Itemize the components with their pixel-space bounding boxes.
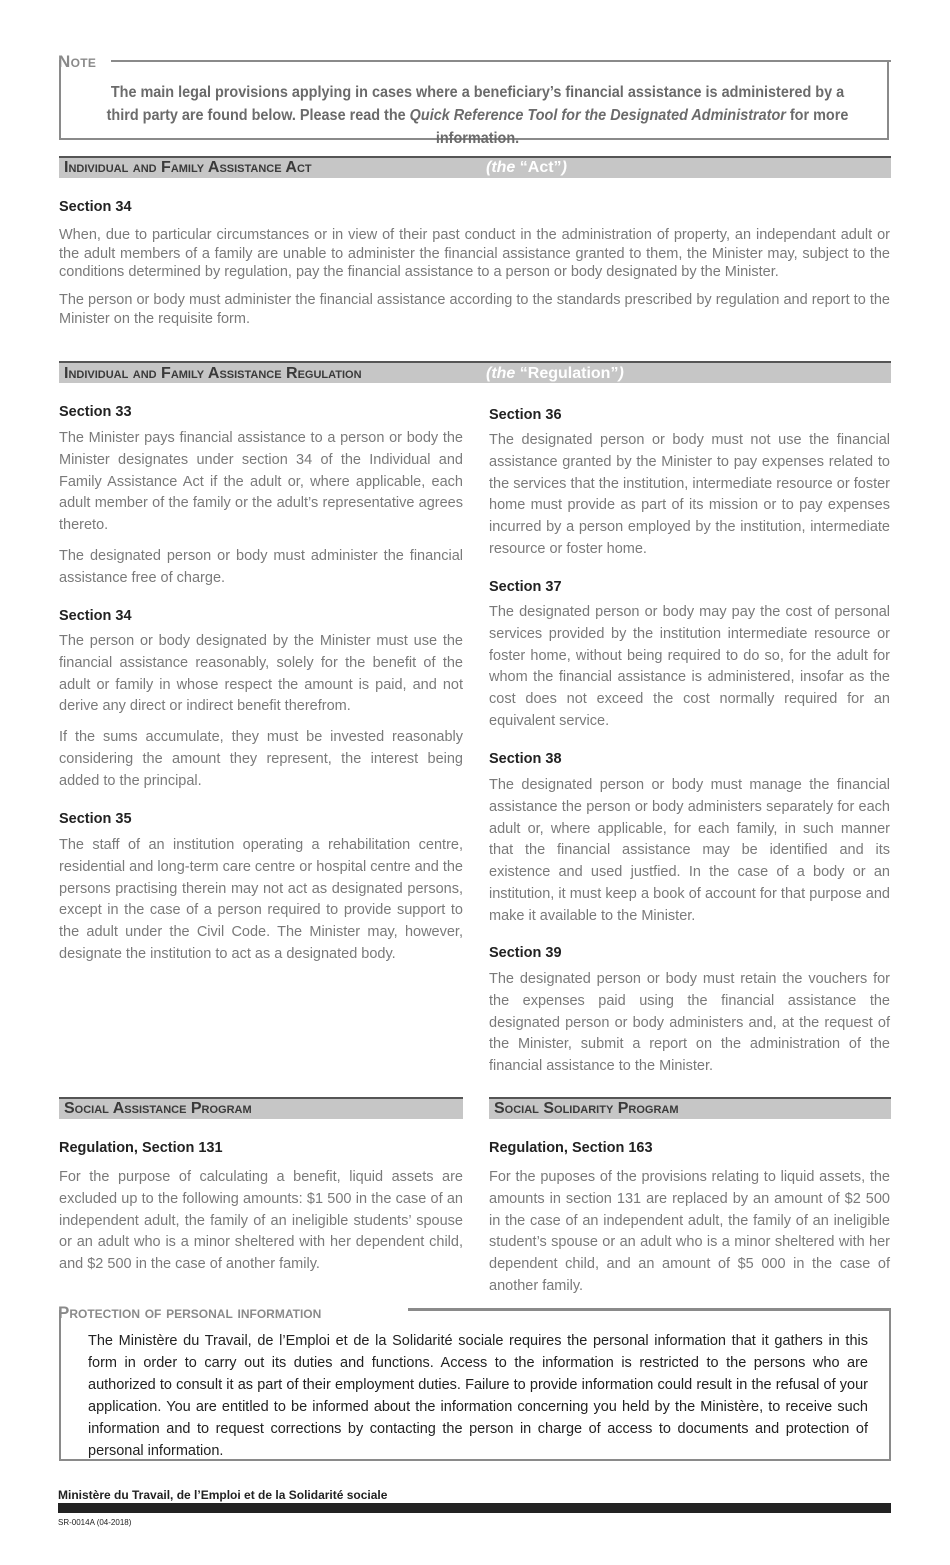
reg-section-38-paragraph-1: The designated person or body must manage the financial assistance the person or body administers separately for each adult or, where applicable, for each family, in such manner that the financial assistance may be identified and its existence and used justfied. In the case of a body or an institution, it must keep a book of account for that purpose and make it available to the Minister. <box>489 777 890 924</box>
reg-section-33-heading: Section 33 <box>59 404 132 420</box>
reg-section-39-paragraph-1: The designated person or body must retain the vouchers for the expenses paid using the financial assistance the designated person or body administers and, at the request of the Minister, submit a report on the administration of the financial assistance to the Minister. <box>489 971 890 1075</box>
footer-bar <box>58 1503 891 1513</box>
note-text <box>99 81 857 150</box>
footer-ministry: Ministère du Travail, de l’Emploi et de la Solidarité sociale <box>58 1488 388 1502</box>
act-section-34-heading: Section 34 <box>59 199 132 215</box>
act-section-34-paragraph-1: When, due to particular circumstances or in view of their past conduct in the administration of property, an independant adult or the adult members of a family are unable to administer the financial assistance granted to them, the Minister may, subject to the conditions determined by regulation, pay the financial assistance to a person or body designated by the Minister. <box>59 227 890 280</box>
social-assistance-text: For the purpose of calculating a benefit, liquid assets are excluded up to the following amounts: $1 500 in the case of an independent adult, the family of an ineligible students’ spouse or an adult who is a minor sheltered with her dependent child, and $2 500 in the case of another family. <box>59 1169 463 1273</box>
reg-section-33-paragraph-1: The Minister pays financial assistance to a person or body the Minister designates under section 34 of the Individual and Family Assistance Act if the adult or, where applicable, each adult member of the family or the adult’s representative agrees thereto. <box>59 430 463 534</box>
reg-section-34-heading: Section 34 <box>59 608 132 624</box>
social-assistance-heading: Regulation, Section 131 <box>59 1140 223 1156</box>
social-solidarity-heading: Regulation, Section 163 <box>489 1140 653 1156</box>
social-assistance-header-bar <box>59 1097 463 1119</box>
reg-section-39-heading: Section 39 <box>489 945 562 961</box>
protection-text: The Ministère du Travail, de l’Emploi et de la Solidarité sociale requires the personal information that it gathers in this form in order to carry out its duties and functions. Access to the information is restricted to the persons who are authorized to consult it as part of their employment duties. Failure to provide information could result in the refusal of your application. You are entitled to be informed about the information concerning you held by the Ministère, to receive such information and to request corrections by contacting the person in charge of access to documents and protection of personal information. <box>88 1333 868 1459</box>
social-solidarity-text: For the puposes of the provisions relating to liquid assets, the amounts in section 131 are replaced by an amount of $2 500 in the case of an independent adult, the family of an ineligible student’s spouse or an adult who is a minor sheltered with her dependent child, and an amount of $5 000 in the case of another family. <box>489 1169 890 1294</box>
reg-section-36-paragraph-1: The designated person or body must not use the financial assistance granted by the Minister to pay expenses related to the services that the institution, intermediate resource or foster home must provide as part of its mission or to pay expenses incurred by a person employed by the institution, intermediate resource or foster home. <box>489 432 890 557</box>
reg-section-34-paragraph-1: The person or body designated by the Minister must use the financial assistance reasonably, solely for the benefit of the adult or family in whose respect the amount is paid, and not derive any direct or indirect benefit therefrom. <box>59 633 463 715</box>
regulation-header-bar <box>59 361 891 383</box>
protection-title: Protection of personal information <box>58 1303 322 1322</box>
reg-section-37-paragraph-1: The designated person or body may pay the cost of personal services provided by the institution intermediate resource or foster home, without being required to do so, for the adult for whom the financial assistance is administered, insofar as the cost does not exceed the cost normally required for an equivalent service. <box>489 604 890 729</box>
note-text-end: for more information. <box>435 107 849 147</box>
act-subtitle: (the “Act”) <box>486 159 567 176</box>
social-solidarity-header-bar <box>489 1097 891 1119</box>
reg-section-33-paragraph-2: The designated person or body must administer the financial assistance free of charge. <box>59 548 463 586</box>
note-title: Note <box>58 52 97 71</box>
note-text-start: The main legal provisions applying in cases where a beneficiary’s financial assistance is administered by a third party are found below. Please read the <box>106 84 845 124</box>
regulation-subtitle: (the “Regulation”) <box>486 365 624 382</box>
reg-section-38-heading: Section 38 <box>489 751 562 767</box>
reg-section-36-heading: Section 36 <box>489 407 562 423</box>
social-solidarity-title: Social Solidarity Program <box>494 1100 679 1117</box>
reg-section-34-paragraph-2: If the sums accumulate, they must be invested reasonably considering the amount they represent, the interest being added to the principal. <box>59 729 463 789</box>
note-text-italic: Quick Reference Tool for the Designated Administrator <box>409 107 786 124</box>
social-assistance-title: Social Assistance Program <box>64 1100 252 1117</box>
act-section-34-paragraph-2: The person or body must administer the financial assistance according to the standards prescribed by regulation and report to the Minister on the requisite form. <box>59 292 890 327</box>
reg-section-37-heading: Section 37 <box>489 579 562 595</box>
regulation-title: Individual and Family Assistance Regulation <box>64 365 362 382</box>
act-title: Individual and Family Assistance Act <box>64 159 312 176</box>
act-header-bar <box>59 156 891 178</box>
footer-form-code: SR-0014A (04-2018) <box>58 1518 132 1527</box>
reg-section-35-paragraph-1: The staff of an institution operating a rehabilitation centre, residential and long-term care centre or hospital centre and the persons practising therein may not act as designated persons, except in the case of a person required to provide support to the adult under the Civil Code. The Minister may, however, designate the institution to act as a designated body. <box>59 837 463 962</box>
reg-section-35-heading: Section 35 <box>59 811 132 827</box>
